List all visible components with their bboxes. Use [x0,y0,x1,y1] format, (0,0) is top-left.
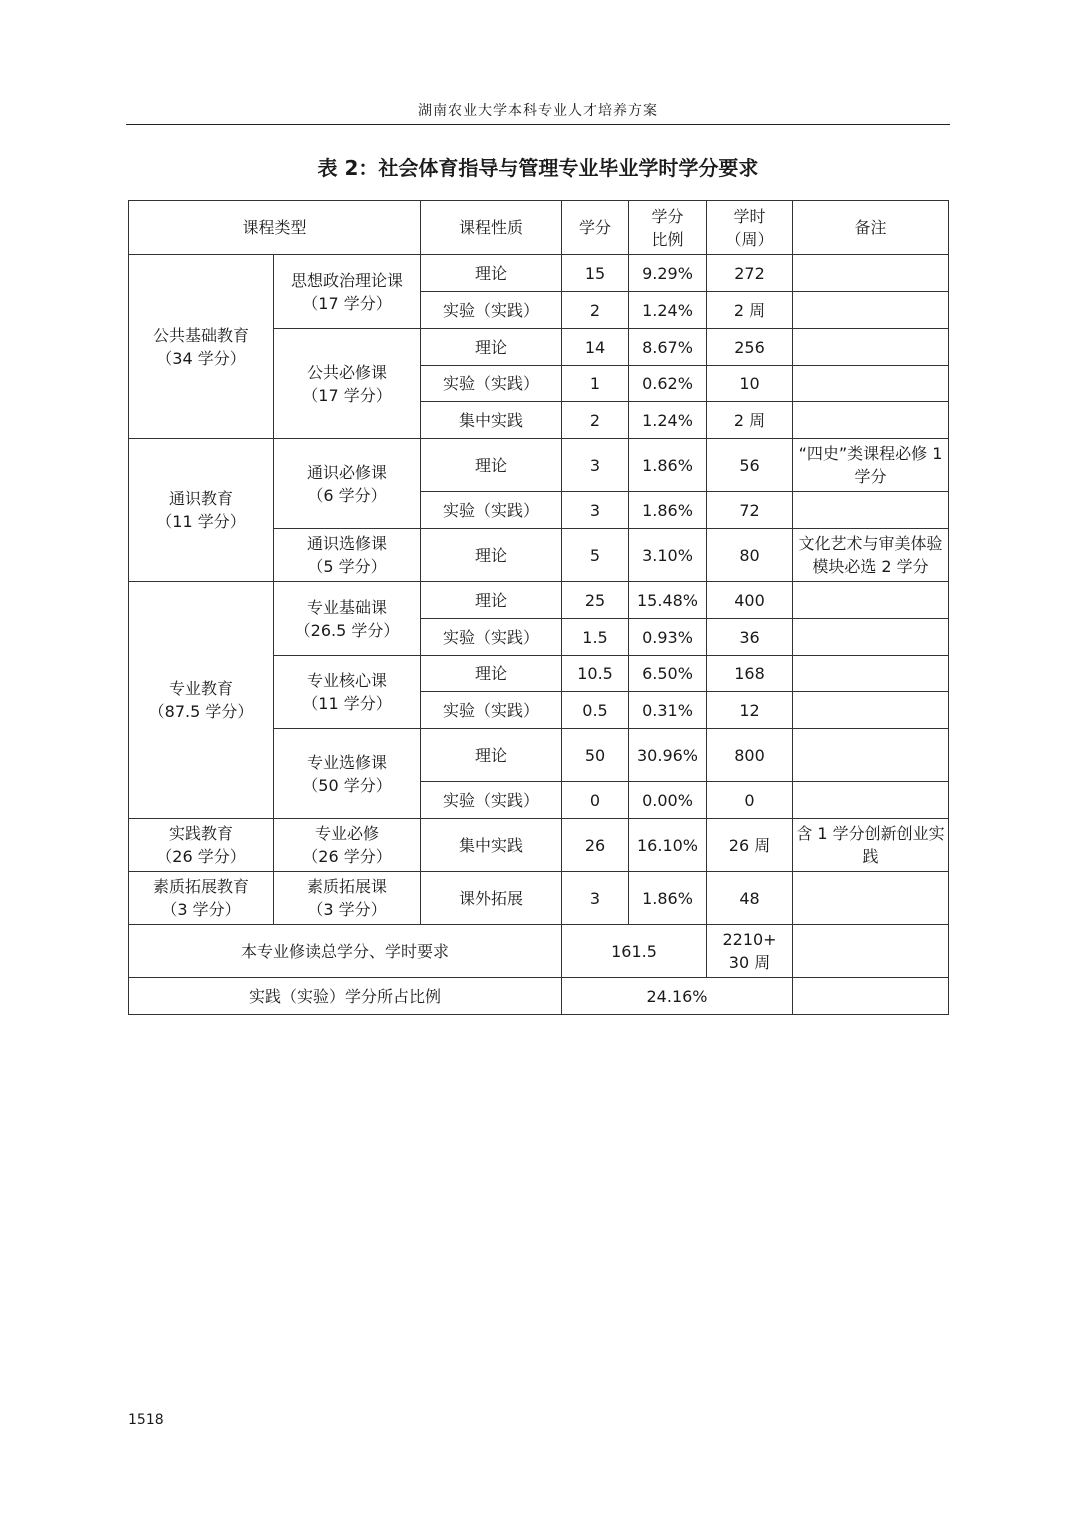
cell-hours: 10 [707,366,793,402]
cell-credits: 3 [562,492,629,529]
cell-credits: 1.5 [562,619,629,656]
header-credits: 学分 [562,201,629,255]
total-row [129,925,949,978]
header-nature: 课程性质 [421,201,562,255]
cell-credits: 3 [562,872,629,925]
cell-ratio: 9.29% [629,255,707,292]
cell-nature: 实验（实践） [421,692,562,729]
group-major: 专业教育 （87.5 学分） [129,582,274,819]
cell-nature: 理论 [421,439,562,492]
cell-hours: 36 [707,619,793,656]
cell-ratio: 0.00% [629,782,707,819]
total-hours: 2210+ 30 周 [707,925,793,978]
cell-note [793,492,949,529]
cell-note [793,366,949,402]
running-header: 湖南农业大学本科专业人才培养方案 [418,103,658,119]
cell-hours: 256 [707,329,793,366]
cell-hours: 72 [707,492,793,529]
cell-credits: 50 [562,729,629,782]
cell-ratio: 6.50% [629,656,707,692]
cell-hours: 400 [707,582,793,619]
cell-ratio: 16.10% [629,819,707,872]
cell-note [793,255,949,292]
cell-ratio: 8.67% [629,329,707,366]
cell-hours: 80 [707,529,793,582]
total-label: 本专业修读总学分、学时要求 [129,925,562,978]
cell-credits: 26 [562,819,629,872]
cell-note [793,656,949,692]
subgroup-practice-required: 专业必修 （26 学分） [274,819,421,872]
cell-credits: 2 [562,402,629,439]
cell-note [793,782,949,819]
header-notes: 备注 [793,201,949,255]
group-quality: 素质拓展教育 （3 学分） [129,872,274,925]
cell-nature: 理论 [421,582,562,619]
subgroup-general-required: 通识必修课 （6 学分） [274,439,421,529]
cell-ratio: 0.31% [629,692,707,729]
cell-hours: 2 周 [707,292,793,329]
header-category: 课程类型 [129,201,421,255]
cell-ratio: 1.86% [629,492,707,529]
table-row [129,439,949,492]
cell-credits: 1 [562,366,629,402]
cell-ratio: 0.62% [629,366,707,402]
subgroup-major-core: 专业核心课 （11 学分） [274,656,421,729]
cell-note [793,292,949,329]
cell-nature: 理论 [421,656,562,692]
group-public-basic: 公共基础教育 （34 学分） [129,255,274,439]
table-title: 表 2：社会体育指导与管理专业毕业学时学分要求 [317,156,759,180]
cell-note [793,329,949,366]
cell-hours: 48 [707,872,793,925]
cell-nature: 实验（实践） [421,619,562,656]
cell-nature: 实验（实践） [421,292,562,329]
table-row [129,872,949,925]
table-header-row [129,201,949,255]
subgroup-ideology: 思想政治理论课 （17 学分） [274,255,421,329]
cell-note: 含 1 学分创新创业实践 [793,819,949,872]
cell-ratio: 1.86% [629,872,707,925]
total-credits: 161.5 [562,925,707,978]
table-row [129,819,949,872]
cell-note: 文化艺术与审美体验模块必选 2 学分 [793,529,949,582]
cell-credits: 0.5 [562,692,629,729]
practice-ratio-row [129,978,949,1015]
cell-nature: 集中实践 [421,402,562,439]
cell-hours: 800 [707,729,793,782]
cell-hours: 12 [707,692,793,729]
credit-requirements-table [128,200,949,1015]
cell-note [793,582,949,619]
cell-credits: 3 [562,439,629,492]
header-hours: 学时 （周） [707,201,793,255]
cell-ratio: 30.96% [629,729,707,782]
cell-note [793,692,949,729]
cell-nature: 实验（实践） [421,782,562,819]
cell-hours: 0 [707,782,793,819]
subgroup-general-elective: 通识选修课 （5 学分） [274,529,421,582]
cell-nature: 课外拓展 [421,872,562,925]
group-general: 通识教育 （11 学分） [129,439,274,582]
cell-credits: 2 [562,292,629,329]
total-note [793,925,949,978]
cell-nature: 实验（实践） [421,492,562,529]
cell-nature: 理论 [421,729,562,782]
cell-credits: 0 [562,782,629,819]
cell-hours: 272 [707,255,793,292]
cell-credits: 14 [562,329,629,366]
practice-ratio-label: 实践（实验）学分所占比例 [129,978,562,1015]
cell-hours: 2 周 [707,402,793,439]
cell-nature: 理论 [421,329,562,366]
cell-credits: 15 [562,255,629,292]
practice-ratio-note [793,978,949,1015]
subgroup-major-elective: 专业选修课 （50 学分） [274,729,421,819]
header-rule [126,124,950,125]
cell-hours: 168 [707,656,793,692]
cell-nature: 集中实践 [421,819,562,872]
practice-ratio-value: 24.16% [562,978,793,1015]
cell-hours: 26 周 [707,819,793,872]
subgroup-major-basic: 专业基础课 （26.5 学分） [274,582,421,656]
cell-ratio: 1.86% [629,439,707,492]
cell-credits: 5 [562,529,629,582]
cell-ratio: 3.10% [629,529,707,582]
cell-ratio: 1.24% [629,402,707,439]
cell-note: “四史”类课程必修 1 学分 [793,439,949,492]
cell-note [793,729,949,782]
cell-ratio: 15.48% [629,582,707,619]
cell-note [793,619,949,656]
table-row [129,582,949,619]
cell-ratio: 0.93% [629,619,707,656]
cell-credits: 25 [562,582,629,619]
cell-nature: 实验（实践） [421,366,562,402]
subgroup-public-required: 公共必修课 （17 学分） [274,329,421,439]
cell-nature: 理论 [421,255,562,292]
page-number: 1518 [128,1412,164,1428]
cell-ratio: 1.24% [629,292,707,329]
cell-note [793,872,949,925]
subgroup-quality-course: 素质拓展课 （3 学分） [274,872,421,925]
cell-note [793,402,949,439]
cell-nature: 理论 [421,529,562,582]
header-ratio: 学分 比例 [629,201,707,255]
cell-credits: 10.5 [562,656,629,692]
cell-hours: 56 [707,439,793,492]
table-row [129,255,949,292]
group-practice: 实践教育 （26 学分） [129,819,274,872]
